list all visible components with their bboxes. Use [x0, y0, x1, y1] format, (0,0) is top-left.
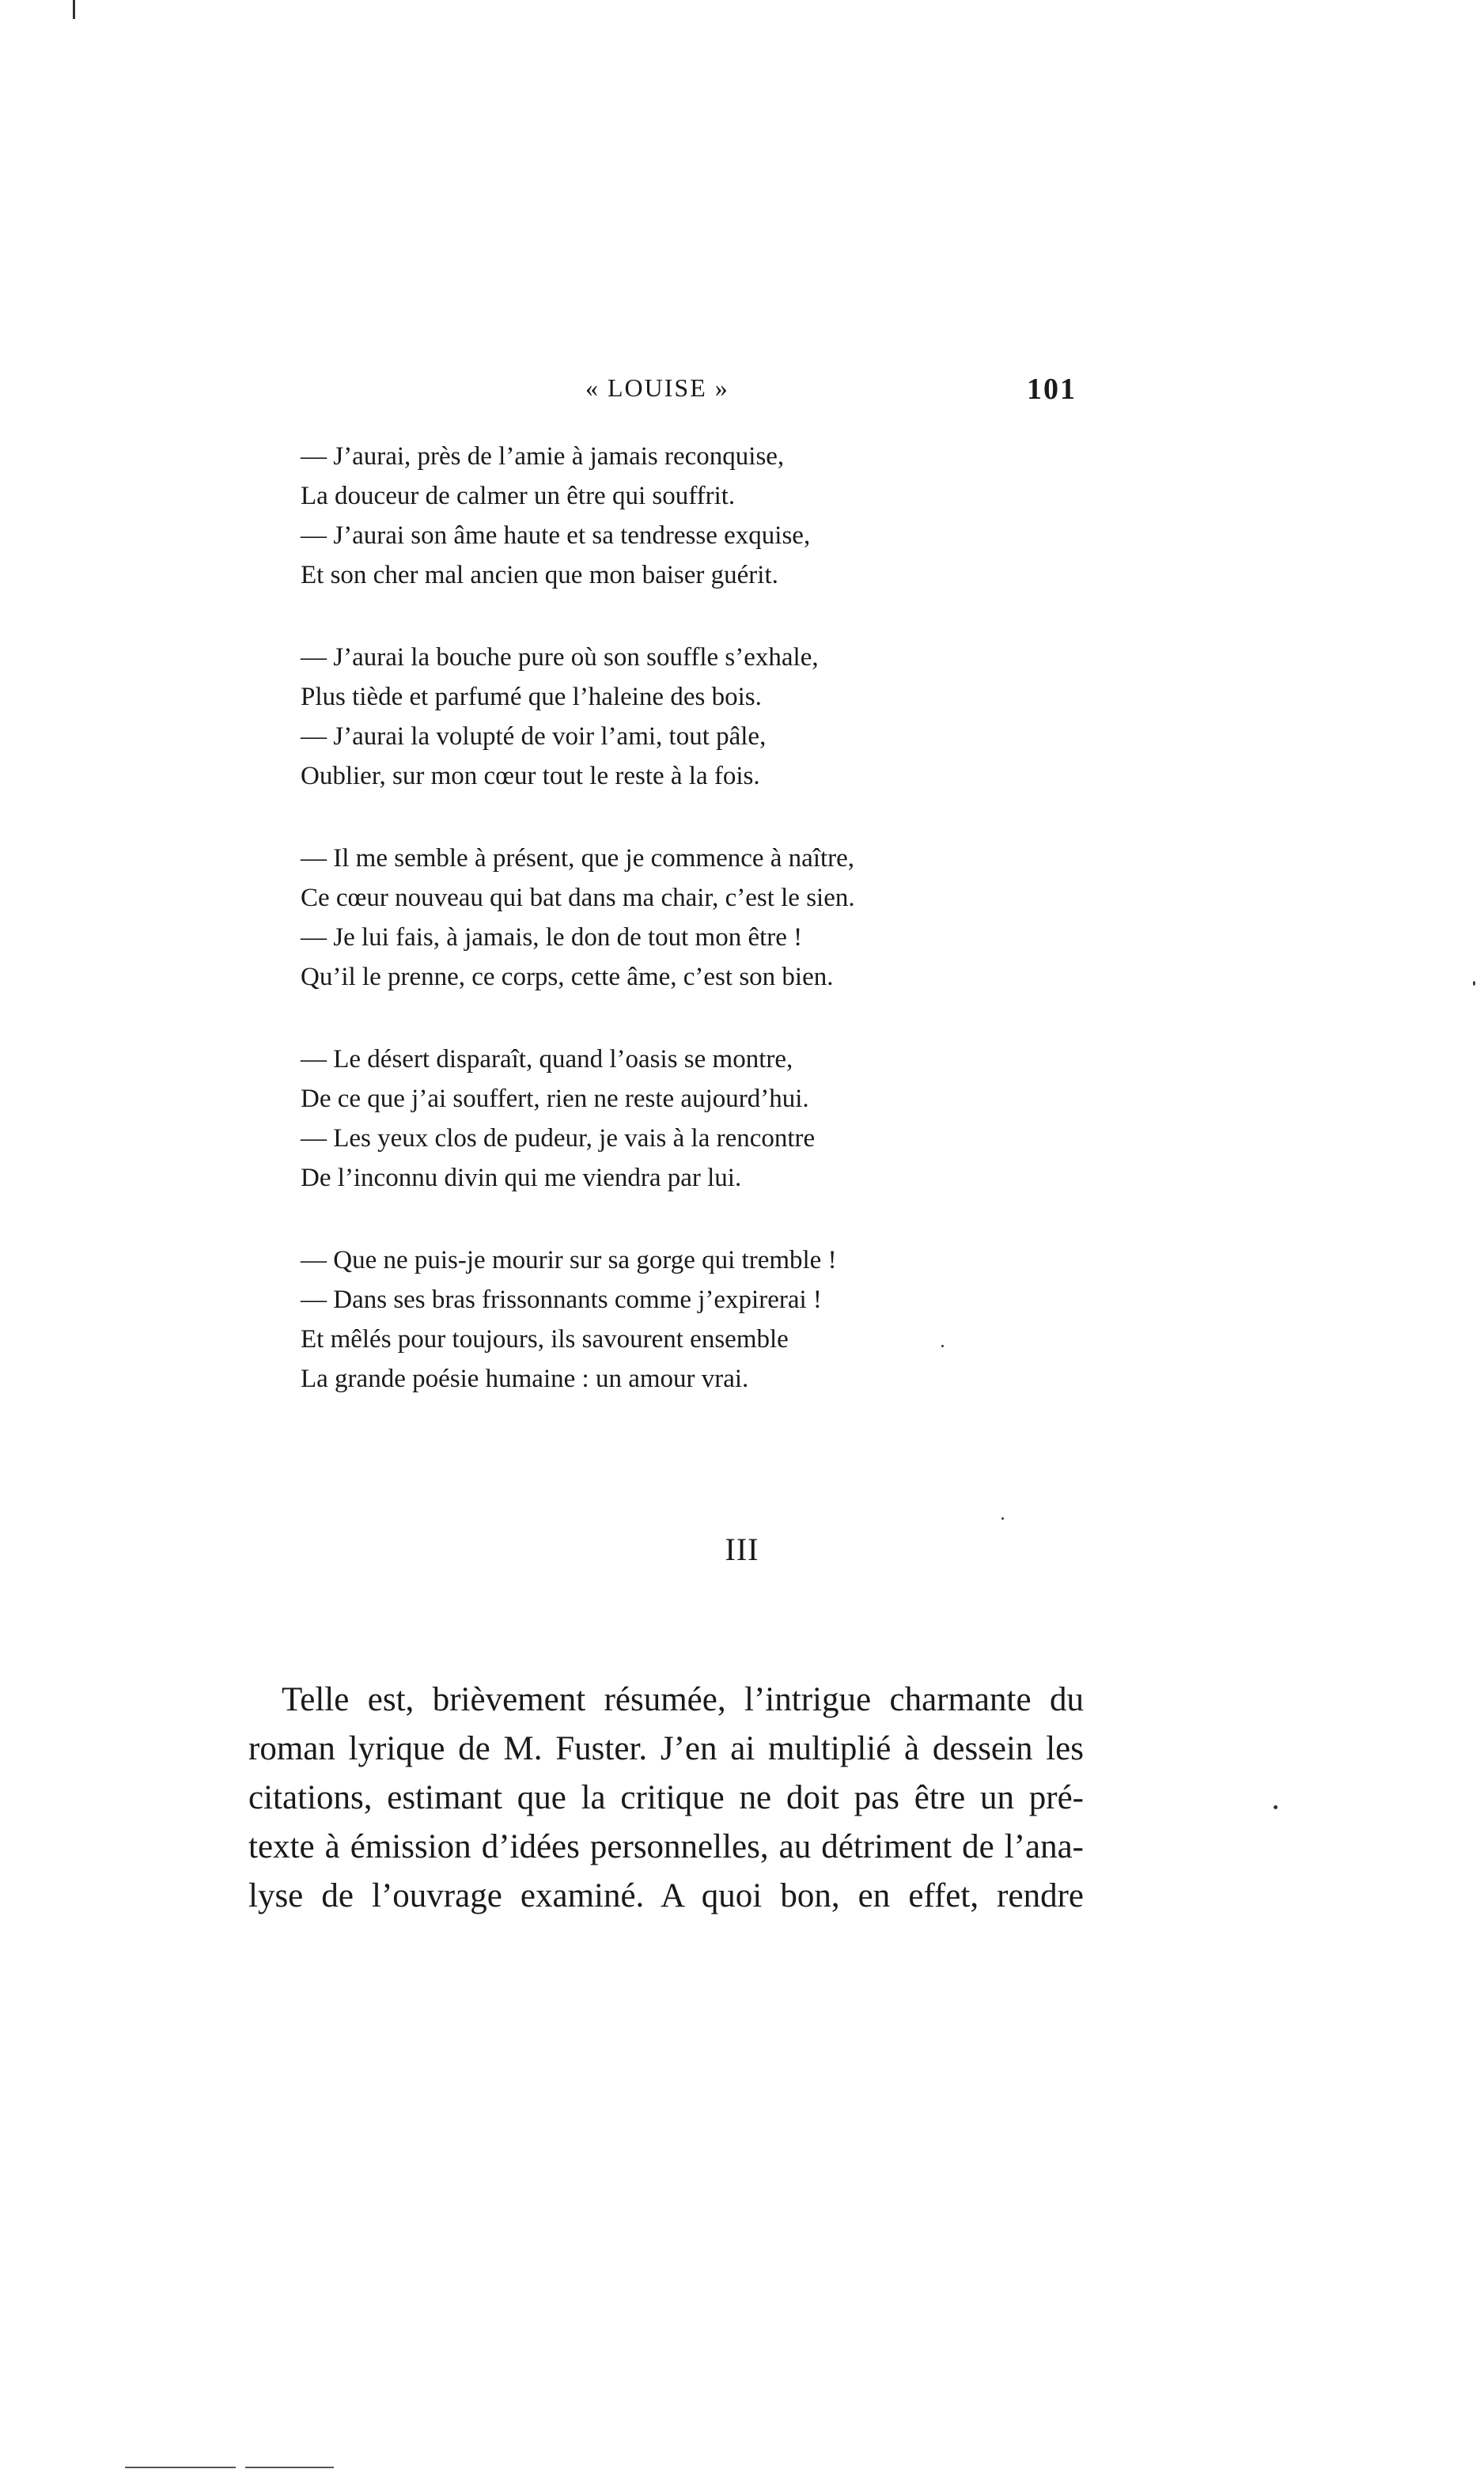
- stanza-5: [301, 1240, 1013, 1399]
- verse-line: — J’aurai la bouche pure où son souffle s’exhale,: [301, 643, 819, 672]
- stanza-1: [301, 437, 1013, 595]
- verse-line: Et mêlés pour toujours, ils savourent ensemble: [301, 1325, 789, 1354]
- prose-paragraph: [248, 1676, 1084, 1921]
- prose-line: citations, estimant que la critique ne doit pas être un pré-: [248, 1779, 1084, 1816]
- poem: [301, 437, 1013, 1441]
- scan-edge-rule: [125, 2467, 236, 2468]
- verse-line: — Que ne puis-je mourir sur sa gorge qui tremble !: [301, 1246, 837, 1274]
- stanza-2: [301, 638, 1013, 796]
- verse-line: — J’aurai son âme haute et sa tendresse exquise,: [301, 521, 811, 550]
- prose-line: lyse de l’ouvrage examiné. A quoi bon, en effet, rendre: [248, 1877, 1084, 1914]
- scan-speck: [941, 1345, 944, 1347]
- scan-speck: [1001, 1517, 1004, 1520]
- scan-speck: [73, 0, 75, 19]
- running-head: [0, 373, 1484, 413]
- verse-line: — Dans ses bras frissonnants comme j’expirerai !: [301, 1286, 822, 1314]
- verse-line: La douceur de calmer un être qui souffrit.: [301, 482, 736, 510]
- stanza-3: [301, 839, 1013, 997]
- verse-line: De l’inconnu divin qui me viendra par lui.: [301, 1164, 742, 1192]
- verse-line: — J’aurai, près de l’amie à jamais reconquise,: [301, 442, 785, 471]
- prose-line: texte à émission d’idées personnelles, au détriment de l’ana-: [248, 1828, 1084, 1865]
- verse-line: — Je lui fais, à jamais, le don de tout mon être !: [301, 923, 803, 952]
- verse-line: — J’aurai la volupté de voir l’ami, tout pâle,: [301, 722, 767, 751]
- verse-line: La grande poésie humaine : un amour vrai.: [301, 1365, 749, 1393]
- section-heading: III: [725, 1532, 759, 1567]
- scan-speck: [1473, 981, 1475, 986]
- running-title: « LOUISE »: [585, 373, 729, 402]
- verse-line: Et son cher mal ancien que mon baiser guérit.: [301, 561, 778, 589]
- scan-speck: [1274, 1805, 1278, 1809]
- prose-line: Telle est, brièvement résumée, l’intrigue charmante du: [282, 1681, 1084, 1718]
- verse-line: — Le désert disparaît, quand l’oasis se montre,: [301, 1045, 793, 1074]
- verse-line: De ce que j’ai souffert, rien ne reste aujourd’hui.: [301, 1085, 809, 1113]
- verse-line: Plus tiède et parfumé que l’haleine des bois.: [301, 683, 762, 711]
- verse-line: — Les yeux clos de pudeur, je vais à la rencontre: [301, 1124, 816, 1153]
- verse-line: Qu’il le prenne, ce corps, cette âme, c’est son bien.: [301, 963, 834, 991]
- verse-line: Ce cœur nouveau qui bat dans ma chair, c’est le sien.: [301, 884, 855, 912]
- page-number: 101: [1027, 373, 1077, 406]
- verse-line: — Il me semble à présent, que je commence à naître,: [301, 844, 855, 873]
- prose-line: roman lyrique de M. Fuster. J’en ai multiplié à dessein les: [248, 1730, 1084, 1767]
- verse-line: Oublier, sur mon cœur tout le reste à la fois.: [301, 762, 760, 790]
- stanza-4: [301, 1040, 1013, 1198]
- scan-edge-rule: [245, 2467, 334, 2468]
